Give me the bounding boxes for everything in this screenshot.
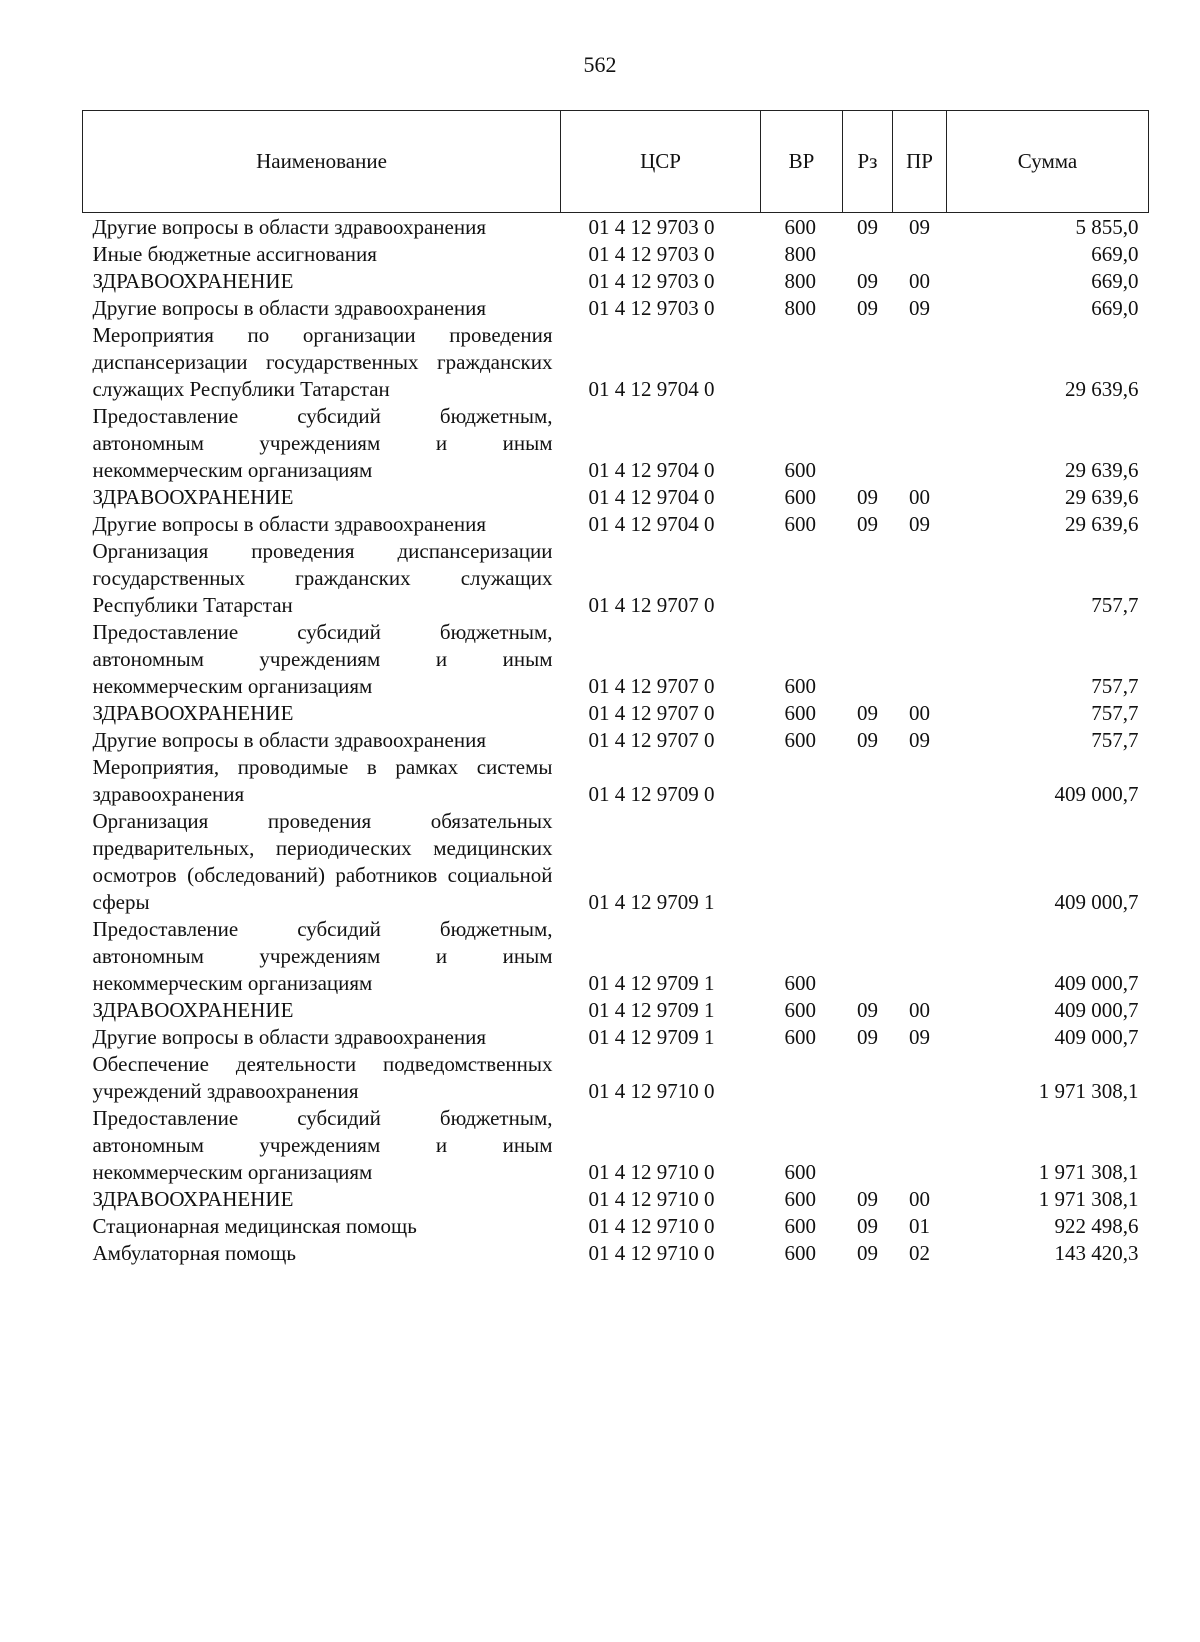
header-pr: ПР [893,111,947,213]
row-pr: 00 [909,701,930,725]
row-name: Другие вопросы в области здравоохранения [92,215,486,239]
row-name: Другие вопросы в области здравоохранения [92,512,486,536]
row-vr: 800 [784,269,816,293]
row-pr: 09 [909,512,930,536]
table-row [83,268,1149,295]
row-pr [893,403,947,484]
row-vr: 600 [784,701,816,725]
row-vr: 600 [784,458,816,482]
table-row [83,1240,1149,1267]
row-rz [843,1051,893,1105]
row-csr: 01 4 12 9710 0 [588,1187,715,1211]
row-sum: 1 971 308,1 [1038,1079,1139,1103]
row-pr: 01 [909,1214,930,1238]
row-pr: 02 [909,1241,930,1265]
row-rz: 09 [857,728,878,752]
table-header [83,111,1149,213]
row-name: Другие вопросы в области здравоохранения [92,728,486,752]
row-name: Мероприятия, проводимые в рамках системы здравоохранения [92,755,553,806]
row-rz: 09 [857,215,878,239]
row-csr: 01 4 12 9710 0 [588,1160,715,1184]
row-pr [893,619,947,700]
row-sum: 29 639,6 [1065,458,1139,482]
row-vr: 600 [784,1187,816,1211]
row-name: Предоставление субсидий бюджетным, автономным учреждениям и иным некоммерческим организациям [92,1106,553,1184]
row-sum: 1 971 308,1 [1038,1187,1139,1211]
row-csr: 01 4 12 9704 0 [588,512,715,536]
row-name: ЗДРАВООХРАНЕНИЕ [92,1187,294,1211]
row-sum: 669,0 [1091,242,1139,266]
row-pr: 00 [909,1187,930,1211]
row-name: ЗДРАВООХРАНЕНИЕ [92,269,294,293]
row-pr: 09 [909,215,930,239]
table-row [83,295,1149,322]
row-rz [843,403,893,484]
row-vr: 600 [784,998,816,1022]
row-rz [843,322,893,403]
row-rz: 09 [857,1241,878,1265]
row-csr: 01 4 12 9709 1 [588,890,715,914]
row-sum: 922 498,6 [1054,1214,1139,1238]
row-name: ЗДРАВООХРАНЕНИЕ [92,998,294,1022]
row-sum: 29 639,6 [1065,512,1139,536]
table-row [83,808,1149,916]
row-csr: 01 4 12 9703 0 [588,296,715,320]
table-row [83,511,1149,538]
row-sum: 757,7 [1091,701,1139,725]
row-vr [761,538,843,619]
row-name: Обеспечение деятельности подведомственных учреждений здравоохранения [92,1052,553,1103]
row-rz: 09 [857,1214,878,1238]
row-rz [843,754,893,808]
row-pr [893,241,947,268]
row-sum: 143 420,3 [1054,1241,1139,1265]
row-sum: 669,0 [1091,296,1139,320]
row-pr: 00 [909,269,930,293]
row-name: Предоставление субсидий бюджетным, автономным учреждениям и иным некоммерческим организациям [92,917,553,995]
table-row [83,241,1149,268]
row-sum: 757,7 [1091,728,1139,752]
row-pr: 00 [909,485,930,509]
row-csr: 01 4 12 9707 0 [588,674,715,698]
row-rz: 09 [857,1187,878,1211]
table-row [83,213,1149,242]
row-name: Другие вопросы в области здравоохранения [92,1025,486,1049]
table-row [83,1213,1149,1240]
row-name: ЗДРАВООХРАНЕНИЕ [92,701,294,725]
row-csr: 01 4 12 9707 0 [588,701,715,725]
row-rz: 09 [857,485,878,509]
table-row [83,916,1149,997]
row-csr: 01 4 12 9707 0 [588,728,715,752]
row-rz [843,619,893,700]
table-row [83,1051,1149,1105]
row-vr: 600 [784,971,816,995]
row-sum: 409 000,7 [1054,890,1139,914]
table-row [83,619,1149,700]
row-vr [761,808,843,916]
row-csr: 01 4 12 9703 0 [588,269,715,293]
row-rz [843,538,893,619]
table-row [83,700,1149,727]
row-vr: 600 [784,1241,816,1265]
row-pr [893,1105,947,1186]
table-row [83,997,1149,1024]
table-row [83,538,1149,619]
table-row [83,754,1149,808]
row-vr [761,1051,843,1105]
row-name: Иные бюджетные ассигнования [92,242,377,266]
row-csr: 01 4 12 9703 0 [588,242,715,266]
row-sum: 757,7 [1091,674,1139,698]
row-sum: 409 000,7 [1054,1025,1139,1049]
row-rz: 09 [857,269,878,293]
table-row [83,1105,1149,1186]
row-csr: 01 4 12 9709 0 [588,782,715,806]
row-csr: 01 4 12 9704 0 [588,377,715,401]
row-pr [893,808,947,916]
header-name: Наименование [83,111,561,213]
row-vr: 600 [784,1025,816,1049]
row-rz: 09 [857,998,878,1022]
header-csr: ЦСР [561,111,761,213]
header-rz: Рз [843,111,893,213]
row-csr: 01 4 12 9709 1 [588,971,715,995]
row-sum: 757,7 [1091,593,1139,617]
row-rz: 09 [857,296,878,320]
row-vr: 800 [784,296,816,320]
budget-table [82,110,1149,1267]
table-row [83,1024,1149,1051]
table-row [83,1186,1149,1213]
row-name: Стационарная медицинская помощь [92,1214,417,1238]
row-vr: 600 [784,728,816,752]
row-vr: 600 [784,485,816,509]
row-sum: 409 000,7 [1054,782,1139,806]
row-csr: 01 4 12 9704 0 [588,458,715,482]
row-csr: 01 4 12 9709 1 [588,998,715,1022]
row-vr [761,754,843,808]
table-row [83,484,1149,511]
row-pr: 00 [909,998,930,1022]
table-row [83,727,1149,754]
row-name: Амбулаторная помощь [92,1241,296,1265]
row-rz [843,241,893,268]
row-csr: 01 4 12 9710 0 [588,1079,715,1103]
row-vr: 600 [784,512,816,536]
row-pr: 09 [909,296,930,320]
row-csr: 01 4 12 9703 0 [588,215,715,239]
row-csr: 01 4 12 9710 0 [588,1214,715,1238]
row-sum: 5 855,0 [1075,215,1139,239]
row-sum: 409 000,7 [1054,998,1139,1022]
row-name: Предоставление субсидий бюджетным, автономным учреждениям и иным некоммерческим организациям [92,620,553,698]
row-name: Предоставление субсидий бюджетным, автономным учреждениям и иным некоммерческим организациям [92,404,553,482]
row-pr [893,538,947,619]
header-row [83,111,1149,213]
page-number: 562 [583,52,617,77]
row-pr: 09 [909,728,930,752]
row-csr: 01 4 12 9707 0 [588,593,715,617]
header-sum: Сумма [947,111,1149,213]
row-pr [893,1051,947,1105]
table-row [83,322,1149,403]
row-sum: 29 639,6 [1065,377,1139,401]
row-rz [843,1105,893,1186]
table-row [83,403,1149,484]
row-pr [893,322,947,403]
row-vr: 600 [784,1160,816,1184]
row-csr: 01 4 12 9704 0 [588,485,715,509]
row-rz: 09 [857,701,878,725]
row-sum: 1 971 308,1 [1038,1160,1139,1184]
table-body [83,213,1149,1268]
row-vr: 600 [784,1214,816,1238]
row-name: Организация проведения обязательных предварительных, периодических медицинских осмотров (обследований) работников социальной сферы [92,809,553,914]
row-sum: 29 639,6 [1065,485,1139,509]
row-name: Организация проведения диспансеризации государственных гражданских служащих Республики Татарстан [92,539,553,617]
row-name: ЗДРАВООХРАНЕНИЕ [92,485,294,509]
row-vr: 800 [784,242,816,266]
row-rz [843,916,893,997]
row-vr: 600 [784,215,816,239]
row-pr: 09 [909,1025,930,1049]
row-vr [761,322,843,403]
row-rz [843,808,893,916]
row-name: Мероприятия по организации проведения диспансеризации государственных гражданских служащих Республики Татарстан [92,323,553,401]
header-vr: ВР [761,111,843,213]
row-name: Другие вопросы в области здравоохранения [92,296,486,320]
row-rz: 09 [857,512,878,536]
row-vr: 600 [784,674,816,698]
row-pr [893,754,947,808]
row-csr: 01 4 12 9709 1 [588,1025,715,1049]
row-rz: 09 [857,1025,878,1049]
row-csr: 01 4 12 9710 0 [588,1241,715,1265]
row-sum: 669,0 [1091,269,1139,293]
row-pr [893,916,947,997]
row-sum: 409 000,7 [1054,971,1139,995]
